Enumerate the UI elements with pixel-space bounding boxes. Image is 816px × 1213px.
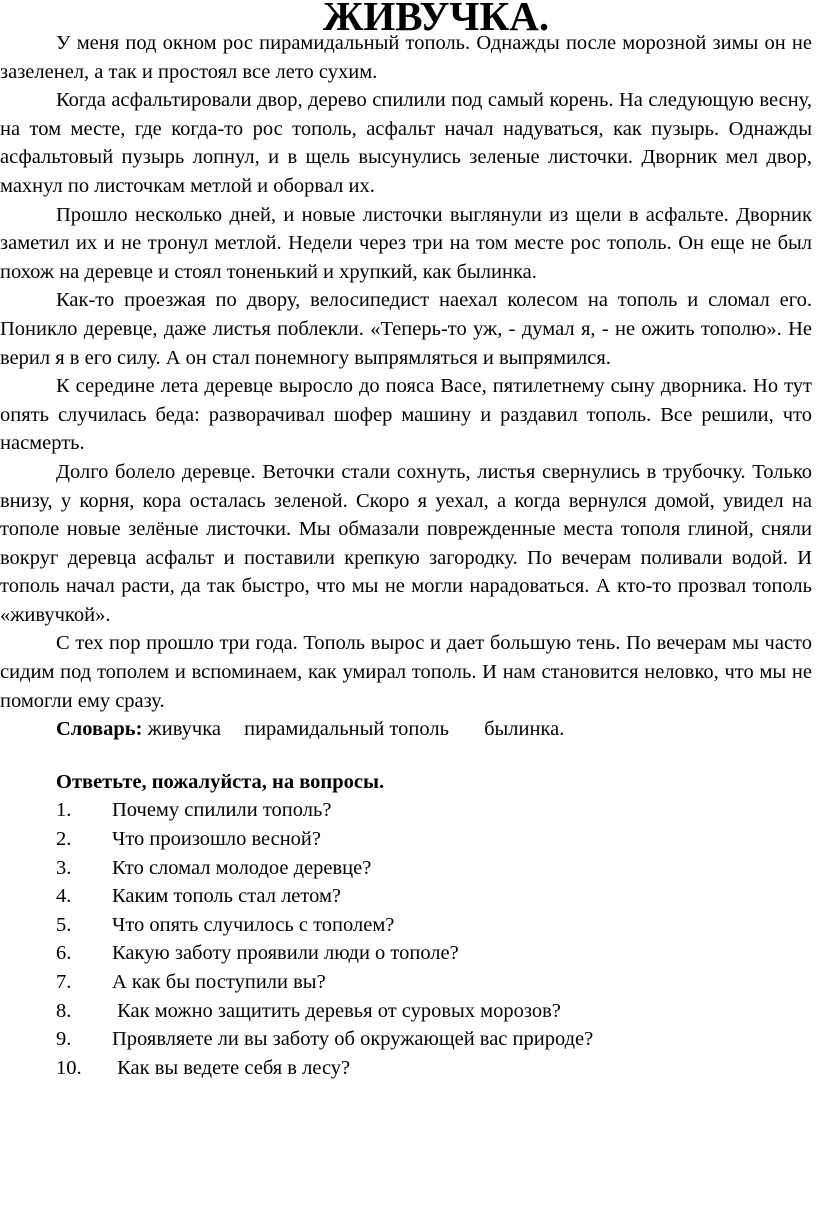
story-paragraph-6: Долго болело деревце. Веточки стали сохнуть, листья свернулись в трубочку. Только внизу, у корня, кора осталась зеленой. Скоро я уехал, а когда вернулся домой, увидел на тополе новые зелёные листочки. Мы обмазали поврежденные места тополя глиной, сняли вокруг деревца асфальт и поставили крепкую загородку. По вечерам поливали водой. И тополь начал расти, да так быстро, что мы не могли нарадоваться. А кто-то прозвал тополь «живучкой».: [0, 460, 812, 626]
question-text: Как можно защитить деревья от суровых морозов?: [112, 999, 561, 1022]
vocabulary-word: пирамидальный тополь: [244, 718, 449, 741]
question-item: [0, 882, 812, 911]
question-text: А как бы поступили вы?: [112, 971, 326, 993]
question-text: Проявляете ли вы заботу об окружающей вас природе?: [112, 1028, 594, 1051]
question-item: [0, 1054, 812, 1083]
question-number: 9.: [56, 1028, 72, 1051]
question-number: 8.: [56, 999, 72, 1022]
question-number: 6.: [56, 942, 72, 965]
question-number: 3.: [56, 856, 72, 879]
question-number: 5.: [56, 913, 72, 936]
questions-list: [0, 796, 812, 1082]
question-number: 2.: [56, 828, 72, 851]
question-text: Каким тополь стал летом?: [112, 885, 342, 908]
question-text: Какую заботу проявили люди о тополе?: [112, 942, 459, 965]
question-number: 7.: [56, 971, 72, 993]
vocabulary-word: живучка: [147, 718, 221, 741]
question-text: Как вы ведете себя в лесу?: [112, 1056, 351, 1079]
story-paragraph-5: К середине лета деревце выросло до пояса Васе, пятилетнему сыну дворника. Но тут опять случилась беда: разворачивал шофер машину и раздавил тополь. Все решили, что насмерть.: [0, 375, 812, 455]
vocabulary-word: былинка.: [484, 718, 565, 741]
question-item: [0, 911, 812, 940]
question-item: [0, 825, 812, 854]
question-item: [0, 968, 812, 997]
question-text: Почему спилили тополь?: [112, 799, 332, 822]
story-paragraph-2: Когда асфальтировали двор, дерево спилили под самый корень. На следующую весну, на том месте, где когда-то рос тополь, асфальт начал надуваться, как пузырь. Однажды асфальтовый пузырь лопнул, и в щель высунулись зеленые листочки. Дворник мел двор, махнул по листочкам метлой и оборвал их.: [0, 89, 812, 197]
question-item: [0, 939, 812, 968]
story-paragraph-3: Прошло несколько дней, и новые листочки выглянули из щели в асфальте. Дворник заметил их и не тронул метлой. Недели через три на том месте рос тополь. Он еще не был похож на деревце и стоял тоненький и хрупкий, как былинка.: [0, 203, 812, 283]
question-item: [0, 796, 812, 825]
vocabulary-line: [0, 715, 812, 744]
story-paragraph-4: Как-то проезжая по двору, велосипедист наехал колесом на тополь и сломал его. Поникло деревце, даже листья поблекли. «Теперь-то уж, - думал я, - не ожить тополю». Не верил я в его силу. А он стал понемногу выпрямляться и выпрямился.: [0, 289, 812, 369]
question-number: 4.: [56, 885, 72, 908]
story-paragraph-1: У меня под окном рос пирамидальный тополь. Однажды после морозной зимы он не зазеленел, а так и простоял все лето сухим.: [0, 32, 812, 83]
question-text: Кто сломал молодое деревце?: [112, 856, 372, 879]
question-text: Что опять случилось с тополем?: [112, 913, 395, 936]
story-paragraph-7: С тех пор прошло три года. Тополь вырос и дает большую тень. По вечерам мы часто сидим под тополем и вспоминаем, как умирал тополь. И нам становится неловко, что мы не помогли ему сразу.: [0, 632, 812, 712]
question-item: [0, 1025, 812, 1054]
question-item: [0, 997, 812, 1026]
document-title: ЖИВУЧКА.: [322, 0, 550, 39]
questions-heading: Ответьте, пожалуйста, на вопросы.: [56, 770, 385, 793]
question-number: 10.: [56, 1056, 82, 1079]
question-item: [0, 854, 812, 883]
vocabulary-label: Словарь:: [56, 718, 143, 741]
question-text: Что произошло весной?: [112, 828, 322, 851]
question-number: 1.: [56, 799, 72, 822]
